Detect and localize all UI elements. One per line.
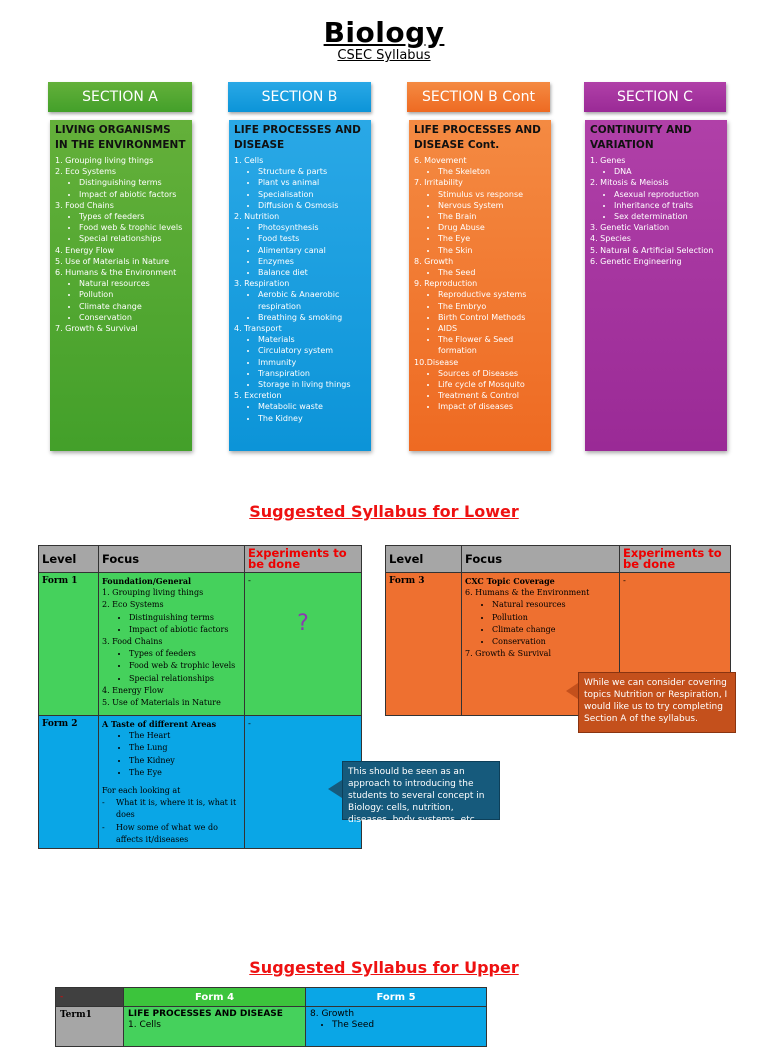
sub-list-item: • The Skin: [438, 245, 546, 256]
section-b-box: [229, 120, 371, 451]
list-item-label: 9. Reproduction: [414, 279, 478, 289]
sub-list-item: • Enzymes: [258, 256, 366, 267]
section-b-list: [234, 155, 366, 424]
list-item: [102, 636, 241, 685]
list-item: How some of what we do affects it/diseases: [116, 822, 218, 844]
col-experiments: Experiments to be done: [245, 546, 362, 573]
list-item: [414, 278, 546, 356]
list-item-label: 3. Food Chains: [102, 637, 163, 647]
sub-list-item: • Materials: [258, 334, 366, 345]
dash-marker: -: [102, 798, 105, 808]
table-row: [39, 716, 362, 849]
list-item: What it is, where it is, what it does: [116, 798, 237, 820]
sub-list: [258, 334, 366, 390]
sub-list-item: • Special relationships: [79, 233, 187, 244]
list-item-label: 4. Energy Flow: [55, 245, 114, 255]
callout-pointer: [328, 780, 342, 798]
list-item-label: 3. Genetic Variation: [590, 223, 670, 233]
section-c-list: [590, 155, 722, 267]
sub-list-item: • The Eye: [438, 233, 546, 244]
sub-list-item: • Asexual reproduction: [614, 189, 722, 200]
sub-list-item: • Inheritance of traits: [614, 200, 722, 211]
sub-list-item: • Aerobic & Anaerobic respiration: [258, 289, 366, 311]
sub-list: [258, 222, 366, 278]
list-item-label: 6. Genetic Engineering: [590, 256, 682, 266]
list-item: [55, 323, 187, 334]
sub-list-item: • Life cycle of Mosquito: [438, 379, 546, 390]
sub-list-item: • Plant vs animal: [258, 177, 366, 188]
form2-points: [102, 797, 241, 846]
list-item: [234, 211, 366, 278]
form3-level: Form 3: [389, 576, 425, 586]
form1-level: Form 1: [42, 576, 78, 586]
upper-corner: -: [56, 988, 124, 1007]
form3-experiments: -: [623, 576, 626, 585]
sub-list: [438, 289, 546, 356]
list-item: [590, 233, 722, 244]
form2-title: A Taste of different Areas: [102, 719, 217, 729]
section-b-cont-header: SECTION B Cont: [407, 82, 550, 112]
term1-label: Term1: [56, 1007, 124, 1047]
col-focus: Focus: [462, 546, 620, 573]
sub-list-item: • Breathing & smoking: [258, 312, 366, 323]
list-item: [414, 256, 546, 278]
sub-list-item: • Impact of abiotic factors: [129, 624, 241, 636]
question-mark: ?: [297, 611, 309, 636]
sub-list-item: • Food web & trophic levels: [129, 660, 241, 672]
list-item-label: 3. Food Chains: [55, 200, 114, 210]
sub-list-item: • Circulatory system: [258, 345, 366, 356]
section-b-cont-title: LIFE PROCESSES AND DISEASE Cont.: [414, 124, 541, 151]
sub-list-item: • Structure & parts: [258, 166, 366, 177]
section-a-title: LIVING ORGANISMS IN THE ENVIRONMENT: [55, 124, 186, 151]
list-item: [234, 278, 366, 323]
sub-list-item: • Sex determination: [614, 211, 722, 222]
sub-list-item: • Sources of Diseases: [438, 368, 546, 379]
page-subtitle: CSEC Syllabus: [337, 48, 431, 63]
form1-title: Foundation/General: [102, 576, 192, 586]
section-a-list: [55, 155, 187, 334]
section-b-header: SECTION B: [228, 82, 371, 112]
callout-approach-note: This should be seen as an approach to introducing the students to several concept in Biology: cells, nutrition, diseases, body systems, etc.: [342, 761, 500, 820]
sub-list-item: • Conservation: [79, 312, 187, 323]
sub-list-item: • Types of feeders: [79, 211, 187, 222]
lower-table-left: [38, 545, 362, 849]
section-c-title: CONTINUITY AND VARIATION: [590, 124, 692, 151]
sub-list-item: • The Kidney: [258, 413, 366, 424]
list-item: [55, 267, 187, 323]
list-item-label: 5. Use of Materials in Nature: [55, 256, 170, 266]
list-item-label: 6. Movement: [414, 156, 467, 165]
sub-list-item: • Diffusion & Osmosis: [258, 200, 366, 211]
sub-list-item: • Distinguishing terms: [79, 177, 187, 188]
sub-list-item: • The Skeleton: [438, 166, 546, 177]
list-item-label: 7. Growth & Survival: [465, 649, 552, 659]
sub-list-item: • Balance diet: [258, 267, 366, 278]
list-item-label: 4. Transport: [234, 324, 282, 334]
list-item: • The Lung: [129, 742, 241, 754]
form4-header: Form 4: [124, 988, 306, 1007]
list-item-label: 7. Growth & Survival: [55, 324, 138, 334]
sub-list: [79, 211, 187, 245]
form2-experiments: -: [248, 719, 251, 728]
sub-list: [492, 599, 616, 648]
sub-list-item: • Natural resources: [79, 278, 187, 289]
sub-list: [614, 189, 722, 223]
list-item-label: 2. Nutrition: [234, 212, 280, 222]
form2-level: Form 2: [42, 719, 78, 729]
sub-list: [79, 177, 187, 199]
form5-header: Form 5: [306, 988, 487, 1007]
lower-heading: Suggested Syllabus for Lower: [249, 502, 519, 521]
list-item: [55, 155, 187, 166]
list-item-label: 2. Eco Systems: [102, 600, 164, 610]
list-item: [590, 256, 722, 267]
table-row: [39, 573, 362, 716]
list-item: [465, 587, 616, 648]
list-item: [234, 390, 366, 424]
sub-list-item: • Reproductive systems: [438, 289, 546, 300]
list-item: [414, 155, 546, 177]
sub-list-item: • AIDS: [438, 323, 546, 334]
sub-list-item: • Metabolic waste: [258, 401, 366, 412]
sub-list-item: • Immunity: [258, 357, 366, 368]
list-item: [102, 685, 241, 697]
sub-list-item: • Food web & trophic levels: [79, 222, 187, 233]
list-item-label: 7. Irritability: [414, 178, 463, 188]
list-item: • The Heart: [129, 730, 241, 742]
sub-list: [614, 166, 722, 177]
sub-list: [438, 368, 546, 413]
sub-list: [129, 612, 241, 636]
page-title: Biology: [323, 16, 445, 49]
list-item-label: 5. Natural & Artificial Selection: [590, 245, 714, 255]
sub-list-item: • Distinguishing terms: [129, 612, 241, 624]
section-c-box: [585, 120, 727, 451]
sub-list: [258, 401, 366, 423]
form4-first-item: 1. Cells: [128, 1020, 161, 1030]
sub-list-item: • Storage in living things: [258, 379, 366, 390]
upper-table: [55, 987, 487, 1047]
list-item-label: 1. Genes: [590, 156, 626, 165]
sub-list-item: • The Brain: [438, 211, 546, 222]
sub-list-item: • Drug Abuse: [438, 222, 546, 233]
section-b-title: LIFE PROCESSES AND DISEASE: [234, 124, 361, 151]
list-item-label: 2. Eco Systems: [55, 167, 117, 177]
sub-list: [129, 648, 241, 685]
sub-list-item: • Nervous System: [438, 200, 546, 211]
sub-list-item: • Birth Control Methods: [438, 312, 546, 323]
list-item: [590, 177, 722, 222]
form2-lead: For each looking at: [102, 786, 181, 796]
sub-list-item: • Impact of diseases: [438, 401, 546, 412]
sub-list-item: • Food tests: [258, 233, 366, 244]
form2-organs: [129, 730, 241, 779]
list-item: [465, 648, 616, 660]
sub-list-item: • Special relationships: [129, 673, 241, 685]
section-a-box: [50, 120, 192, 451]
list-item-label: 8. Growth: [414, 256, 454, 266]
list-item: [414, 357, 546, 413]
list-item: [590, 155, 722, 177]
sub-list-item: • Photosynthesis: [258, 222, 366, 233]
sub-list: [258, 289, 366, 323]
list-item-label: 1. Grouping living things: [102, 588, 204, 598]
list-item-label: 3. Respiration: [234, 279, 290, 289]
list-item: [102, 587, 241, 599]
dash-item: [102, 797, 241, 821]
dash-item: [102, 822, 241, 846]
list-item: [102, 697, 241, 709]
sub-list-item: • Conservation: [492, 636, 616, 648]
sub-list-item: • Climate change: [79, 301, 187, 312]
sub-list-item: • Natural resources: [492, 599, 616, 611]
col-experiments: Experiments to be done: [620, 546, 731, 573]
list-item-label: 4. Species: [590, 234, 631, 244]
sub-list-item: • Types of feeders: [129, 648, 241, 660]
list-item: [102, 599, 241, 636]
form5-first-item: 8. Growth: [310, 1009, 355, 1019]
sub-list-item: • Climate change: [492, 624, 616, 636]
sub-list-item: • Pollution: [79, 289, 187, 300]
col-focus: Focus: [99, 546, 245, 573]
sub-list-item: • Transpiration: [258, 368, 366, 379]
dash-marker: -: [102, 822, 105, 832]
form3-list: [465, 587, 616, 660]
list-item: • The Eye: [129, 767, 241, 779]
list-item-label: 6. Humans & the Environment: [465, 588, 590, 598]
section-b-cont-list: [414, 155, 546, 413]
list-item-label: 1. Grouping living things: [55, 156, 154, 165]
sub-list-item: • Specialisation: [258, 189, 366, 200]
list-item-label: 6. Humans & the Environment: [55, 268, 177, 278]
sub-list-item: • Impact of abiotic factors: [79, 189, 187, 200]
list-item-label: 5. Excretion: [234, 391, 282, 401]
sub-list-item: • Treatment & Control: [438, 390, 546, 401]
list-item: [234, 323, 366, 390]
callout-section-a-note: While we can consider covering topics Nutrition or Respiration, I would like us to try completing Section A of the syllabus.: [578, 672, 736, 733]
list-item: [55, 245, 187, 256]
list-item: • The Kidney: [129, 755, 241, 767]
sub-list-item: • The Flower & Seed formation: [438, 334, 546, 356]
form3-title: CXC Topic Coverage: [465, 576, 555, 586]
sub-list-item: • DNA: [614, 166, 722, 177]
sub-list-item: • The Seed: [438, 267, 546, 278]
section-c-header: SECTION C: [584, 82, 726, 112]
sub-list-item: • Pollution: [492, 612, 616, 624]
upper-heading: Suggested Syllabus for Upper: [249, 958, 519, 977]
col-level: Level: [386, 546, 462, 573]
sub-list: [438, 189, 546, 256]
sub-list-item: • The Embryo: [438, 301, 546, 312]
col-level: Level: [39, 546, 99, 573]
list-item-label: 5. Use of Materials in Nature: [102, 698, 221, 708]
sub-list-item: • Stimulus vs response: [438, 189, 546, 200]
list-item: [55, 166, 187, 200]
sub-list: [438, 166, 546, 177]
form5-sub-item: • The Seed: [332, 1020, 482, 1031]
callout-pointer: [566, 683, 578, 699]
list-item: [234, 155, 366, 211]
list-item: [590, 245, 722, 256]
form1-experiments: -: [248, 576, 251, 585]
list-item-label: 10.Disease: [414, 357, 459, 367]
form1-list: [102, 587, 241, 709]
list-item: [414, 177, 546, 255]
list-item-label: 1. Cells: [234, 156, 264, 165]
list-item-label: 2. Mitosis & Meiosis: [590, 178, 669, 188]
section-b-cont-box: [409, 120, 551, 451]
sub-list: [438, 267, 546, 278]
sub-list: [79, 278, 187, 323]
list-item: [590, 222, 722, 233]
sub-list: [258, 166, 366, 211]
list-item-label: 4. Energy Flow: [102, 685, 164, 695]
list-item: [55, 256, 187, 267]
sub-list-item: • Alimentary canal: [258, 245, 366, 256]
section-a-header: SECTION A: [48, 82, 192, 112]
form4-title: LIFE PROCESSES AND DISEASE: [128, 1009, 283, 1019]
upper-table-wrap: [55, 987, 487, 1030]
list-item: [55, 200, 187, 245]
